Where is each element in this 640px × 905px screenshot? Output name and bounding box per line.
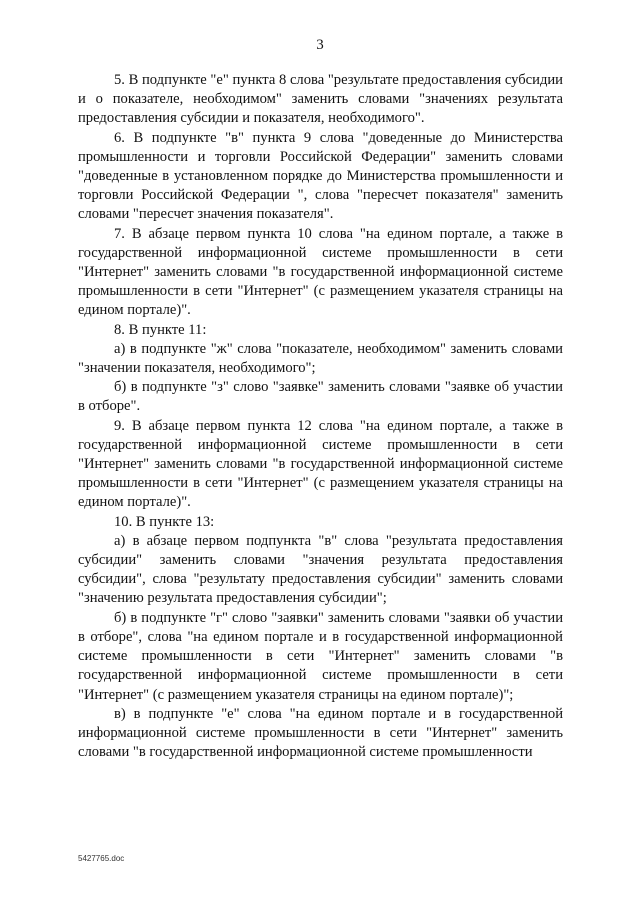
paragraph-item-5: 5. В подпункте "е" пункта 8 слова "результате предоставления субсидии и о показателе, необходимом" заменить словами "значениях результата предоставления субсидии и показателя, необходимого".: [78, 72, 563, 127]
footer-file-name: 5427765.doc: [78, 854, 125, 863]
paragraph-item-7: 7. В абзаце первом пункта 10 слова "на едином портале, а также в государственной информационной системе промышленности в сети "Интернет" заменить словами "в государственной информационной системе промышленности в сети "Интернет" (с размещением указателя страницы на едином портале)".: [78, 225, 563, 319]
paragraph-item-9: 9. В абзаце первом пункта 12 слова "на едином портале, а также в государственной информационной системе промышленности в сети "Интернет" заменить словами "в государственной информационной системе промышленности в сети "Интернет" (с размещением указателя страницы на едином портале)".: [78, 417, 563, 511]
paragraph-item-10: 10. В пункте 13:: [114, 513, 215, 530]
paragraph-item-8b: б) в подпункте "з" слово "заявке" заменить словами "заявке об участии в отборе".: [78, 379, 563, 415]
document-body: [78, 71, 563, 762]
paragraph-item-10a: а) в абзаце первом подпункта "в" слова "результата предоставления субсидии" заменить словами "значения результата предоставления субсидии", слова "результату предоставления субсидии" заменить словами "значению результата предоставления субсидии";: [78, 532, 563, 607]
paragraph-item-8: 8. В пункте 11:: [114, 321, 207, 338]
paragraph-item-10v: в) в подпункте "е" слова "на едином портале и в государственной информационной системе промышленности в сети "Интернет" заменить словами "в государственной информационной системе промышленности: [78, 705, 563, 761]
paragraph-item-6: 6. В подпункте "в" пункта 9 слова "доведенные до Министерства промышленности и торговли Российской Федерации" заменить словами "доведенные в установленном порядке до Министерства промышленности и торговли Российской Федерации ", слова "пересчет показателя" заменить словами "пересчет значения показателя".: [78, 129, 563, 223]
paragraph-item-10b: б) в подпункте "г" слово "заявки" заменить словами "заявки об участии в отборе", слова "на едином портале и в государственной информационной системе промышленности в сети "Интернет" заменить словами "в государственной информационной системе промышленности в сети "Интернет" (с размещением указателя страницы на едином портале)";: [78, 609, 563, 703]
page-number: 3: [316, 37, 324, 53]
paragraph-item-8a: а) в подпункте "ж" слова "показателе, необходимом" заменить словами "значении показателя, необходимого";: [78, 340, 563, 377]
